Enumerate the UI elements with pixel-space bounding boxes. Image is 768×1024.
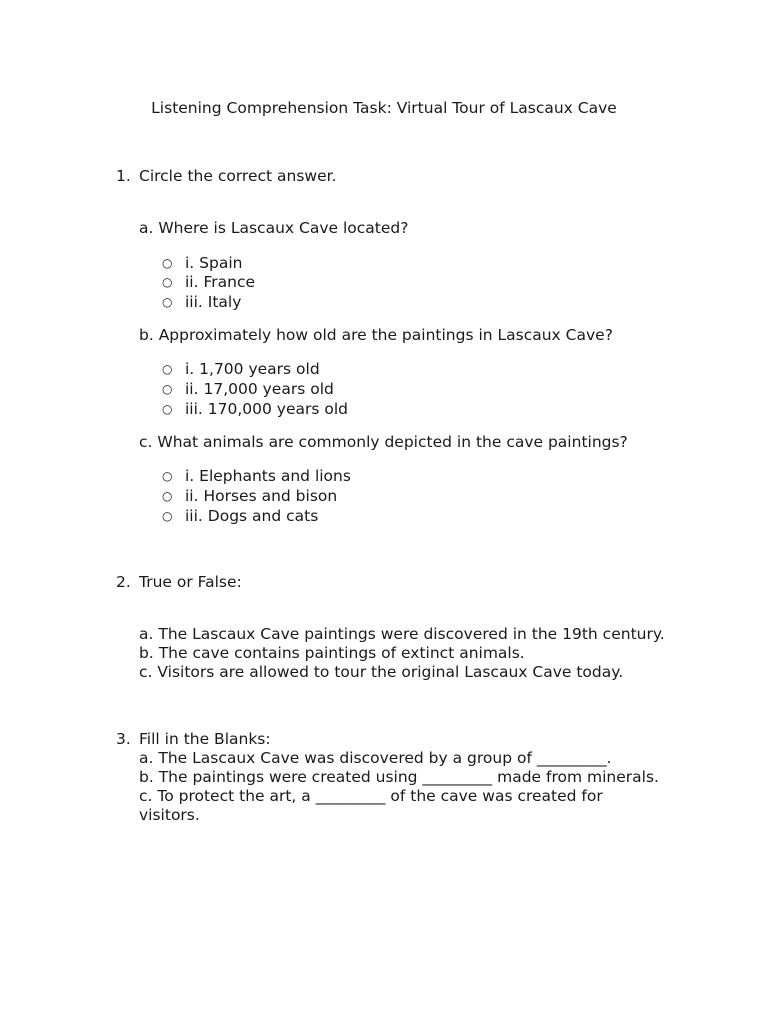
fill-line-3b: b. The paintings were created using _________ made from minerals. xyxy=(139,768,659,786)
question-1a: a. Where is Lascaux Cave located? xyxy=(139,219,409,237)
section-2-heading: True or False: xyxy=(139,573,242,591)
bullet-icon: ○ xyxy=(162,469,173,483)
fill-line-3c-continued: visitors. xyxy=(139,806,200,824)
option-1c-iii: iii. Dogs and cats xyxy=(185,507,319,525)
page-title: Listening Comprehension Task: Virtual Tour of Lascaux Cave xyxy=(151,99,617,117)
section-1-number: 1. xyxy=(116,167,131,185)
section-3-number: 3. xyxy=(116,730,131,748)
option-1c-ii: ii. Horses and bison xyxy=(185,487,338,505)
option-1b-i: i. 1,700 years old xyxy=(185,360,320,378)
bullet-icon: ○ xyxy=(162,295,173,309)
statement-2a: a. The Lascaux Cave paintings were discovered in the 19th century. xyxy=(139,625,665,643)
option-1c-i: i. Elephants and lions xyxy=(185,467,351,485)
bullet-icon: ○ xyxy=(162,509,173,523)
bullet-icon: ○ xyxy=(162,402,173,416)
question-1c: c. What animals are commonly depicted in the cave paintings? xyxy=(139,433,628,451)
option-1a-i: i. Spain xyxy=(185,254,243,272)
section-3-heading: Fill in the Blanks: xyxy=(139,730,271,748)
question-1b: b. Approximately how old are the paintings in Lascaux Cave? xyxy=(139,326,613,344)
statement-2c: c. Visitors are allowed to tour the original Lascaux Cave today. xyxy=(139,663,624,681)
fill-line-3a: a. The Lascaux Cave was discovered by a group of _________. xyxy=(139,749,612,767)
section-1-heading: Circle the correct answer. xyxy=(139,167,337,185)
statement-2b: b. The cave contains paintings of extinct animals. xyxy=(139,644,525,662)
bullet-icon: ○ xyxy=(162,362,173,376)
bullet-icon: ○ xyxy=(162,382,173,396)
option-1b-iii: iii. 170,000 years old xyxy=(185,400,349,418)
option-1b-ii: ii. 17,000 years old xyxy=(185,380,334,398)
bullet-icon: ○ xyxy=(162,256,173,270)
option-1a-ii: ii. France xyxy=(185,273,256,291)
bullet-icon: ○ xyxy=(162,275,173,289)
section-2-number: 2. xyxy=(116,573,131,591)
fill-line-3c: c. To protect the art, a _________ of the cave was created for xyxy=(139,787,603,805)
option-1a-iii: iii. Italy xyxy=(185,293,242,311)
bullet-icon: ○ xyxy=(162,489,173,503)
